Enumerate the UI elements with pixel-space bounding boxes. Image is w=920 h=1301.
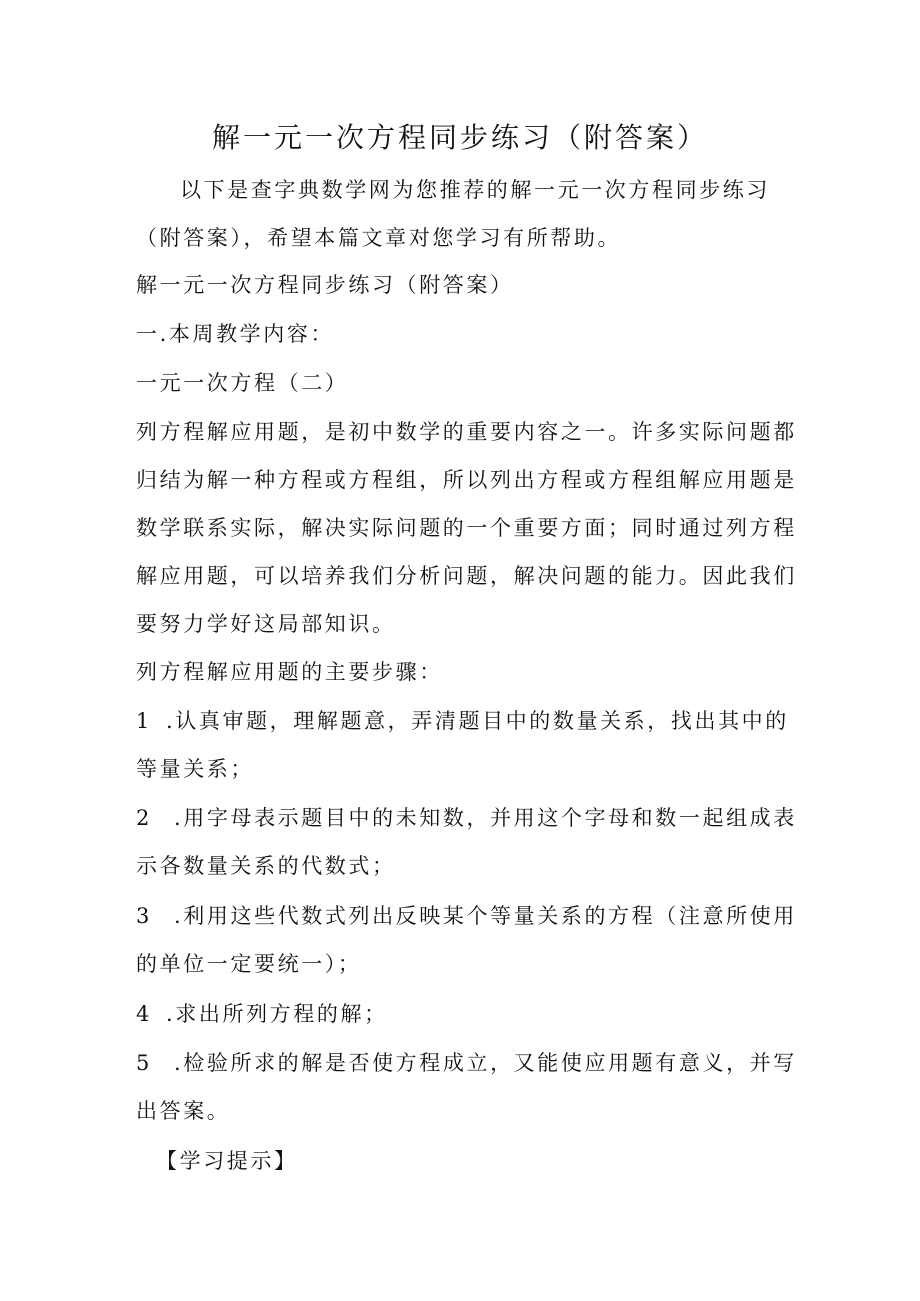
step-number: 4 bbox=[136, 1002, 150, 1026]
paragraph-line-3: 数学联系实际，解决实际问题的一个重要方面；同时通过列方程 bbox=[136, 516, 797, 540]
step-2-line-1 bbox=[136, 806, 797, 830]
subtitle: 解一元一次方程同步练习（附答案） bbox=[136, 273, 514, 297]
paragraph-line-2: 归结为解一种方程或方程组，所以列出方程或方程组解应用题是 bbox=[136, 468, 797, 492]
intro-line-2: （附答案），希望本篇文章对您学习有所帮助。 bbox=[136, 226, 622, 250]
intro-line-1: 以下是查字典数学网为您推荐的解一元一次方程同步练习 bbox=[180, 178, 770, 202]
document-title: 解一元一次方程同步练习（附答案） bbox=[211, 121, 708, 154]
step-2-line-2: 示各数量关系的代数式； bbox=[136, 854, 396, 878]
paragraph-line-5: 要努力学好这局部知识。 bbox=[136, 612, 396, 636]
step-5-line-1 bbox=[136, 1051, 797, 1075]
topic-heading: 一元一次方程（二） bbox=[136, 371, 349, 395]
step-number: 1 bbox=[136, 709, 150, 733]
step-3-line-1 bbox=[136, 904, 797, 928]
steps-heading: 列方程解应用题的主要步骤： bbox=[136, 660, 443, 684]
paragraph-line-4: 解应用题，可以培养我们分析问题，解决问题的能力。因此我们 bbox=[136, 564, 797, 588]
step-text: .用字母表示题目中的未知数，并用这个字母和数一起组成表 bbox=[174, 806, 797, 830]
paragraph-line-1: 列方程解应用题，是初中数学的重要内容之一。许多实际问题都 bbox=[136, 420, 797, 444]
tips-heading: 【学习提示】 bbox=[156, 1149, 298, 1173]
step-number: 3 bbox=[136, 904, 150, 928]
step-1-line-1 bbox=[136, 709, 789, 733]
step-text: .检验所求的解是否使方程成立，又能使应用题有意义，并写 bbox=[174, 1051, 797, 1075]
step-text: .认真审题，理解题意，弄清题目中的数量关系，找出其中的 bbox=[166, 709, 789, 733]
step-number: 5 bbox=[136, 1051, 150, 1075]
section-heading: 一.本周教学内容： bbox=[136, 322, 335, 346]
step-3-line-2: 的单位一定要统一）； bbox=[136, 952, 362, 976]
step-text: .求出所列方程的解； bbox=[166, 1002, 388, 1026]
step-4-line-1 bbox=[136, 1002, 388, 1026]
step-number: 2 bbox=[136, 806, 150, 830]
step-1-line-2: 等量关系； bbox=[136, 757, 254, 781]
step-text: .利用这些代数式列出反映某个等量关系的方程（注意所使用 bbox=[174, 904, 797, 928]
step-5-line-2: 出答案。 bbox=[136, 1099, 231, 1123]
